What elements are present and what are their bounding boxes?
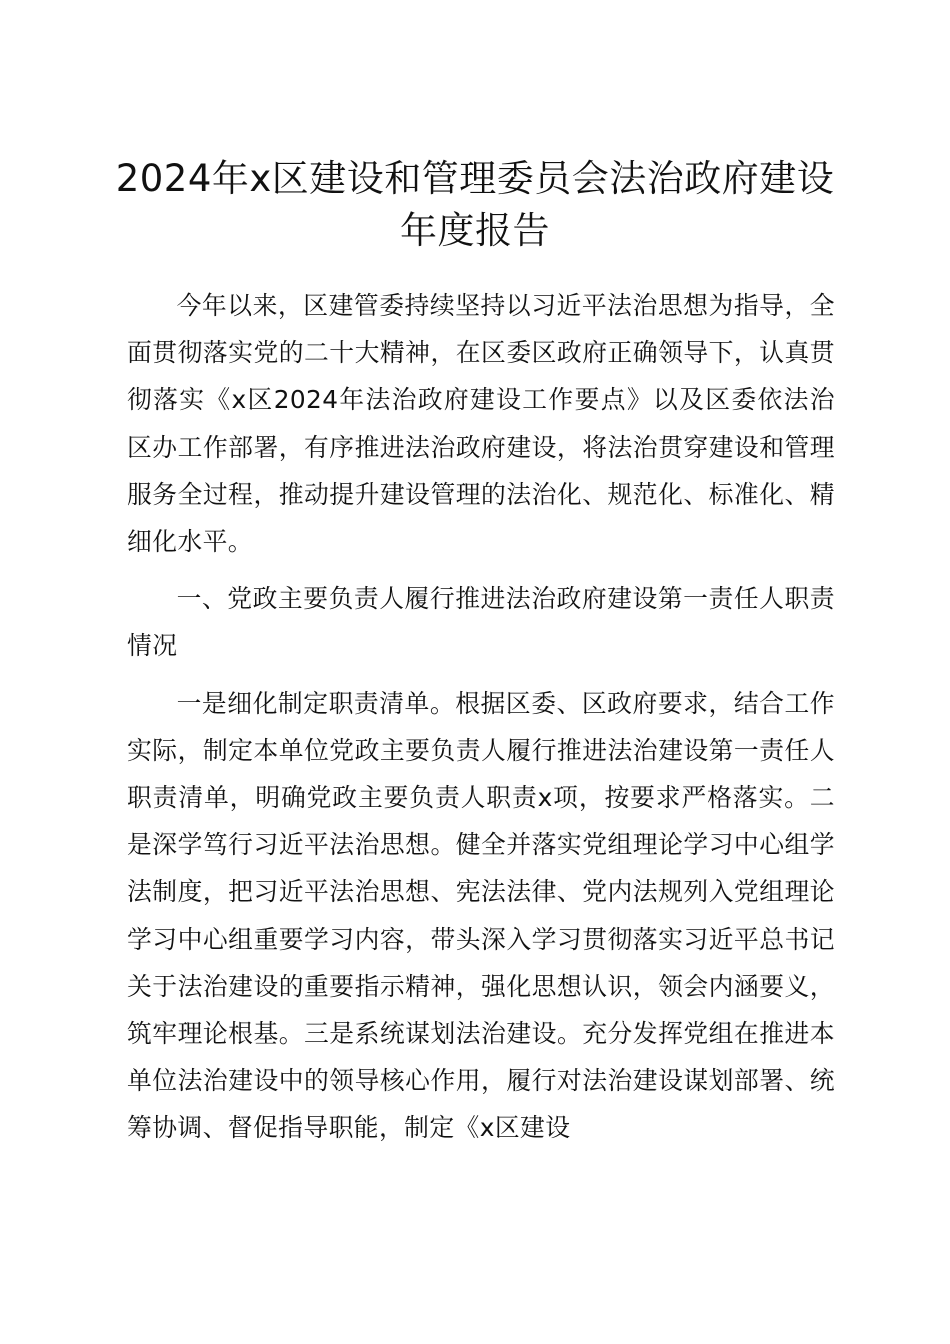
section-heading: 一、党政主要负责人履行推进法治政府建设第一责任人职责情况: [127, 584, 835, 661]
intro-paragraph: 今年以来，区建管委持续坚持以习近平法治思想为指导，全面贯彻落实党的二十大精神，在区委区政府正确领导下，认真贯彻落实《x区2024年法治政府建设工作要点》以及区委依法治区办工作部署，有序推进法治政府建设，将法治贯穿建设和管理服务全过程，推动提升建设管理的法治化、规范化、标准化、精细化水平。: [127, 291, 835, 557]
document-body: [127, 282, 835, 1162]
section-paragraph: 一是细化制定职责清单。根据区委、区政府要求，结合工作实际，制定本单位党政主要负责人履行推进法治建设第一责任人职责清单，明确党政主要负责人职责x项，按要求严格落实。二是深学笃行习近平法治思想。健全并落实党组理论学习中心组学法制度，把习近平法治思想、宪法法律、党内法规列入党组理论学习中心组重要学习内容，带头深入学习贯彻落实习近平总书记关于法治建设的重要指示精神，强化思想认识，领会内涵要义，筑牢理论根基。三是系统谋划法治建设。充分发挥党组在推进本单位法治建设中的领导核心作用，履行对法治建设谋划部署、统筹协调、督促指导职能，制定《x区建设: [127, 688, 835, 1143]
document-title: 2024年x区建设和管理委员会法治政府建设年度报告: [115, 157, 835, 252]
